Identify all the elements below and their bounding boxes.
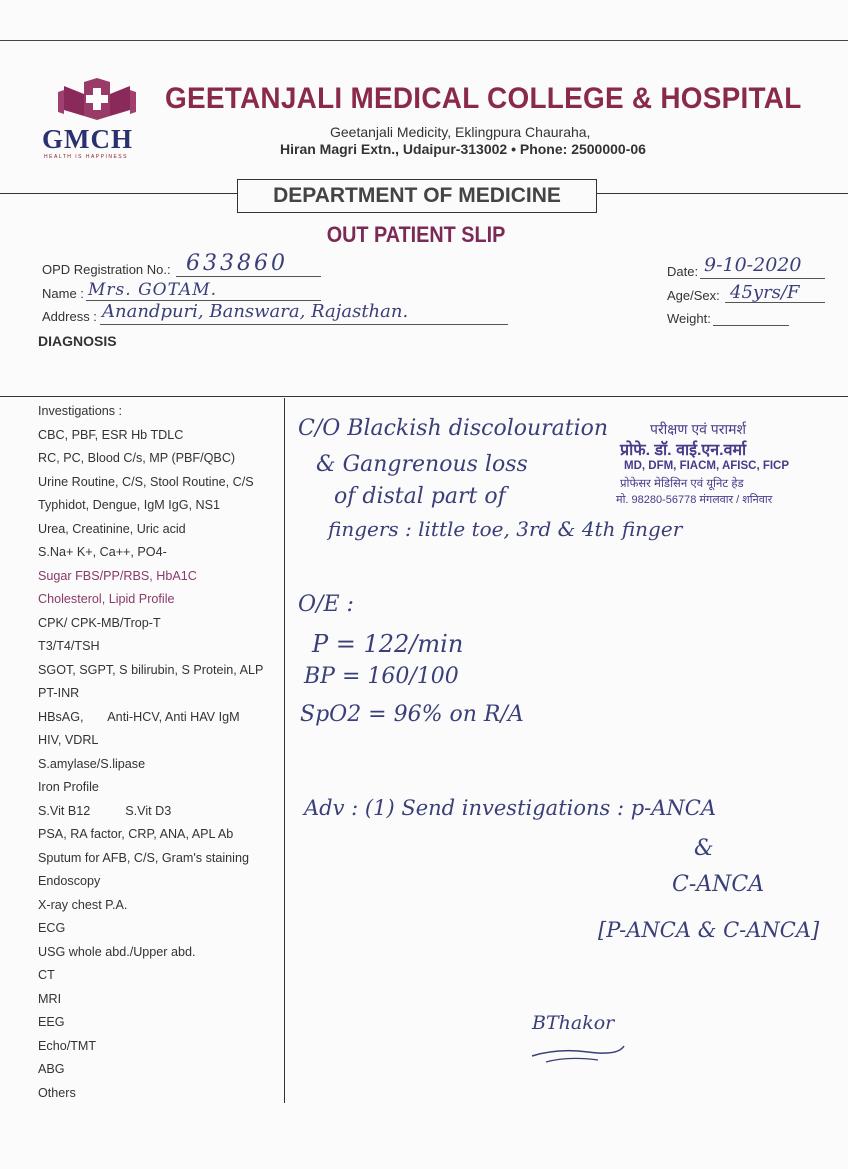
list-item: PT-INR — [38, 686, 80, 700]
advice-line-1: Adv : (1) Send investigations : p-ANCA — [304, 796, 717, 820]
address-line-2: Hiran Magri Extn., Udaipur-313002 • Phone: 2500000-06 — [280, 141, 646, 157]
address-value: Anandpuri, Banswara, Rajasthan. — [102, 301, 409, 322]
list-item: CBC, PBF, ESR Hb TDLC — [38, 427, 184, 442]
list-item: HBsAG, Anti-HCV, Anti HAV IgM — [38, 709, 240, 724]
doctor-stamp — [612, 420, 832, 520]
agesex-value: 45yrs/F — [730, 282, 800, 303]
weight-label: Weight: — [667, 311, 711, 326]
date-underline — [700, 278, 825, 279]
address-underline — [100, 324, 508, 325]
column-divider — [284, 398, 285, 1103]
investigations-title: Investigations : — [38, 404, 123, 418]
list-item: SGOT, SGPT, S bilirubin, S Protein, ALP — [38, 662, 264, 677]
top-border — [0, 40, 848, 41]
list-item: ABG — [38, 1062, 65, 1076]
diagnosis-label: DIAGNOSIS — [38, 333, 117, 349]
stamp-line-4: प्रोफेसर मेडिसिन एवं यूनिट हेड — [620, 478, 744, 490]
list-item: Cholesterol, Lipid Profile — [38, 592, 175, 606]
agesex-label: Age/Sex: — [667, 288, 720, 303]
stamp-line-1: परीक्षण एवं परामर्श — [650, 421, 746, 437]
opd-value: 633860 — [186, 251, 288, 276]
address-line-1: Geetanjali Medicity, Eklingpura Chauraha, — [330, 124, 591, 140]
list-item: Sputum for AFB, C/S, Gram's staining — [38, 850, 249, 865]
complaint-line-3: of distal part of — [334, 484, 506, 509]
signature-flourish-icon — [528, 1026, 628, 1066]
spo2-value: SpO2 = 96% on R/A — [300, 702, 524, 727]
section-divider — [0, 396, 848, 397]
date-label: Date: — [667, 264, 699, 279]
logo-tagline: HEALTH IS HAPPINESS — [44, 154, 128, 160]
list-item: X-ray chest P.A. — [38, 897, 128, 912]
list-item: S.Vit B12 S.Vit D3 — [38, 803, 172, 818]
slip-title: OUT PATIENT SLIP — [326, 222, 506, 247]
divider-left — [0, 193, 237, 194]
list-item: Iron Profile — [38, 780, 99, 794]
stamp-line-5: मो. 98280-56778 मंगलवार / शनिवार — [616, 494, 773, 506]
list-item: USG whole abd./Upper abd. — [38, 944, 196, 959]
list-item: CT — [38, 968, 55, 982]
list-item: EEG — [38, 1015, 65, 1029]
list-item: T3/T4/TSH — [38, 639, 100, 653]
complaint-line-4: fingers : little toe, 3rd & 4th finger — [328, 517, 683, 541]
list-item: HIV, VDRL — [38, 733, 99, 747]
advice-line-2: C-ANCA — [672, 872, 765, 897]
list-item: Echo/TMT — [38, 1038, 97, 1053]
divider-right — [597, 193, 848, 194]
oe-label: O/E : — [298, 592, 354, 617]
list-item: Typhidot, Dengue, IgM IgG, NS1 — [38, 498, 221, 512]
date-value: 9-10-2020 — [704, 254, 802, 276]
stamp-line-3: MD, DFM, FIACM, AFISC, FICP — [624, 460, 790, 472]
list-item: Endoscopy — [38, 874, 101, 888]
advice-bracket: [P-ANCA & C-ANCA] — [598, 918, 820, 942]
address-label: Address : — [42, 309, 97, 324]
opd-underline — [176, 276, 321, 277]
complaint-line-2: & Gangrenous loss — [316, 452, 528, 477]
list-item: PSA, RA factor, CRP, ANA, APL Ab — [38, 827, 234, 841]
name-label: Name : — [42, 286, 84, 301]
hospital-name: GEETANJALI MEDICAL COLLEGE & HOSPITAL — [165, 82, 802, 115]
weight-underline — [713, 325, 789, 326]
list-item: S.Na+ K+, Ca++, PO4- — [38, 545, 167, 559]
complaint-line-1: C/O Blackish discolouration — [298, 416, 609, 441]
pulse-value: P = 122/min — [312, 630, 464, 658]
logo-text: GMCH — [42, 124, 133, 154]
advice-ampersand: & — [694, 836, 714, 861]
signature-text: BThakor — [532, 1012, 615, 1034]
opd-label: OPD Registration No.: — [42, 262, 171, 277]
list-item: RC, PC, Blood C/s, MP (PBF/QBC) — [38, 451, 236, 465]
list-item: Sugar FBS/PP/RBS, HbA1C — [38, 568, 197, 583]
department-box — [237, 179, 597, 213]
list-item: MRI — [38, 991, 62, 1006]
name-value: Mrs. GOTAM. — [88, 280, 218, 300]
list-item: S.amylase/S.lipase — [38, 756, 146, 771]
list-item: CPK/ CPK-MB/Trop-T — [38, 615, 161, 630]
investigations-list — [38, 400, 263, 1105]
list-item: ECG — [38, 921, 66, 935]
department-title: DEPARTMENT OF MEDICINE — [273, 184, 561, 207]
bp-value: BP = 160/100 — [304, 664, 459, 689]
list-item: Urea, Creatinine, Uric acid — [38, 521, 186, 536]
list-item: Others — [38, 1085, 76, 1100]
list-item: Urine Routine, C/S, Stool Routine, C/S — [38, 474, 254, 489]
stamp-line-2: प्रोफे. डॉ. वाई.एन.वर्मा — [620, 442, 747, 459]
